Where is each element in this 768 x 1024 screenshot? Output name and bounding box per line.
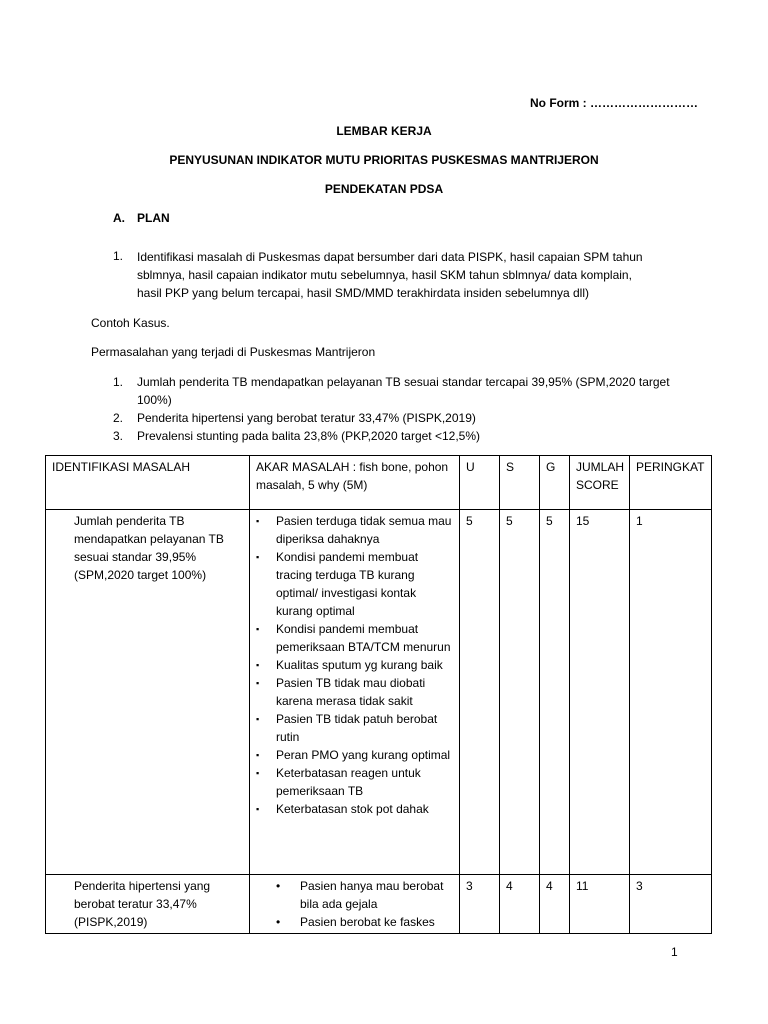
title-pdsa: PENDEKATAN PDSA — [324, 182, 444, 196]
cause-item: • Pasien berobat ke faskes — [276, 915, 435, 929]
problem-text: Jumlah penderita TB mendapatkan pelayanan TB sesuai standar tercapai 39,95% (SPM,2020 target 100%) — [137, 375, 670, 407]
cause-list — [254, 877, 453, 931]
cause-item: ▪ Peran PMO yang kurang optimal — [256, 748, 451, 762]
bullet-icon: ▪ — [256, 804, 260, 814]
title-penyusunan: PENYUSUNAN INDIKATOR MUTU PRIORITAS PUSKESMAS MANTRIJERON — [169, 153, 599, 167]
header-s: S — [500, 456, 540, 510]
page-number: 1 — [671, 945, 678, 959]
form-number: No Form : ……………………… — [530, 96, 698, 110]
cause-item: ▪ Keterbatasan reagen untuk pemeriksaan TB — [256, 766, 421, 798]
header-g: G — [540, 456, 570, 510]
problem-number: 3. — [113, 429, 124, 443]
header-akar-masalah: AKAR MASALAH : fish bone, pohon masalah, 5 why (5M) — [250, 456, 460, 510]
cause-item: ▪ Pasien terduga tidak semua mau diperiksa dahaknya — [256, 514, 452, 546]
problem-cell: Jumlah penderita TB mendapatkan pelayanan TB sesuai standar 39,95% (SPM,2020 target 100%) — [46, 510, 250, 875]
header-peringkat: PERINGKAT — [630, 456, 712, 510]
score-s: 4 — [500, 875, 540, 934]
bullet-icon: ▪ — [256, 552, 260, 562]
problem-number: 2. — [113, 411, 124, 425]
item1-line-3: hasil PKP yang belum tercapai, hasil SMD/MMD terakhirdata insiden sebelumnya dll) — [137, 286, 589, 300]
cause-item: ▪ Pasien TB tidak mau diobati karena merasa tidak sakit — [256, 676, 426, 708]
score-jumlah: 15 — [570, 510, 630, 875]
item1-line-1: Identifikasi masalah di Puskesmas dapat bersumber dari data PISPK, hasil capaian SPM tahun — [137, 250, 643, 264]
table-row — [46, 875, 712, 934]
section-a-marker: A. — [113, 211, 125, 225]
problem-item — [113, 427, 673, 445]
cause-cell — [250, 875, 460, 934]
table-row — [46, 510, 712, 875]
title-lembar-kerja: LEMBAR KERJA — [336, 124, 432, 138]
table-header-row — [46, 456, 712, 510]
bullet-icon: • — [276, 879, 281, 893]
score-peringkat: 3 — [630, 875, 712, 934]
bullet-icon: ▪ — [256, 768, 260, 778]
problem-list — [113, 373, 673, 445]
problem-item — [113, 373, 673, 409]
cause-item: ▪ Kualitas sputum yg kurang baik — [256, 658, 443, 672]
problem-text: Prevalensi stunting pada balita 23,8% (PKP,2020 target <12,5%) — [137, 429, 481, 443]
bullet-icon: • — [276, 915, 281, 929]
bullet-icon: ▪ — [256, 624, 260, 634]
header-u: U — [460, 456, 500, 510]
score-g: 5 — [540, 510, 570, 875]
cause-list — [254, 512, 453, 818]
header-identifikasi: IDENTIFIKASI MASALAH — [46, 456, 250, 510]
item1-number: 1. — [113, 249, 124, 263]
score-g: 4 — [540, 875, 570, 934]
score-u: 5 — [460, 510, 500, 875]
header-jumlah-score: JUMLAH SCORE — [570, 456, 630, 510]
cause-item: • Pasien hanya mau berobat bila ada gejala — [276, 879, 444, 911]
score-s: 5 — [500, 510, 540, 875]
indicator-table — [45, 455, 712, 934]
item1-line-2: sblmnya, hasil capaian indikator mutu sebelumnya, hasil SKM tahun sblmnya/ data komplain, — [137, 268, 632, 282]
score-jumlah: 11 — [570, 875, 630, 934]
problem-item — [113, 409, 673, 427]
bullet-icon: ▪ — [256, 714, 260, 724]
problem-cell: Penderita hipertensi yang berobat teratur 33,47% (PISPK,2019) — [46, 875, 250, 934]
section-a-label: PLAN — [137, 211, 170, 225]
bullet-icon: ▪ — [256, 660, 260, 670]
cause-item: ▪ Keterbatasan stok pot dahak — [256, 802, 429, 816]
contoh-kasus: Contoh Kasus. — [91, 316, 170, 330]
cause-item: ▪ Kondisi pandemi membuat tracing terduga TB kurang optimal/ investigasi kontak kurang optimal — [256, 550, 419, 618]
score-u: 3 — [460, 875, 500, 934]
cause-item: ▪ Pasien TB tidak patuh berobat rutin — [256, 712, 438, 744]
score-peringkat: 1 — [630, 510, 712, 875]
bullet-icon: ▪ — [256, 516, 260, 526]
cause-cell — [250, 510, 460, 875]
bullet-icon: ▪ — [256, 678, 260, 688]
problem-number: 1. — [113, 375, 124, 389]
bullet-icon: ▪ — [256, 750, 260, 760]
problem-text: Penderita hipertensi yang berobat teratur 33,47% (PISPK,2019) — [137, 411, 476, 425]
cause-item: ▪ Kondisi pandemi membuat pemeriksaan BTA/TCM menurun — [256, 622, 451, 654]
permasalahan-heading: Permasalahan yang terjadi di Puskesmas Mantrijeron — [91, 345, 376, 359]
